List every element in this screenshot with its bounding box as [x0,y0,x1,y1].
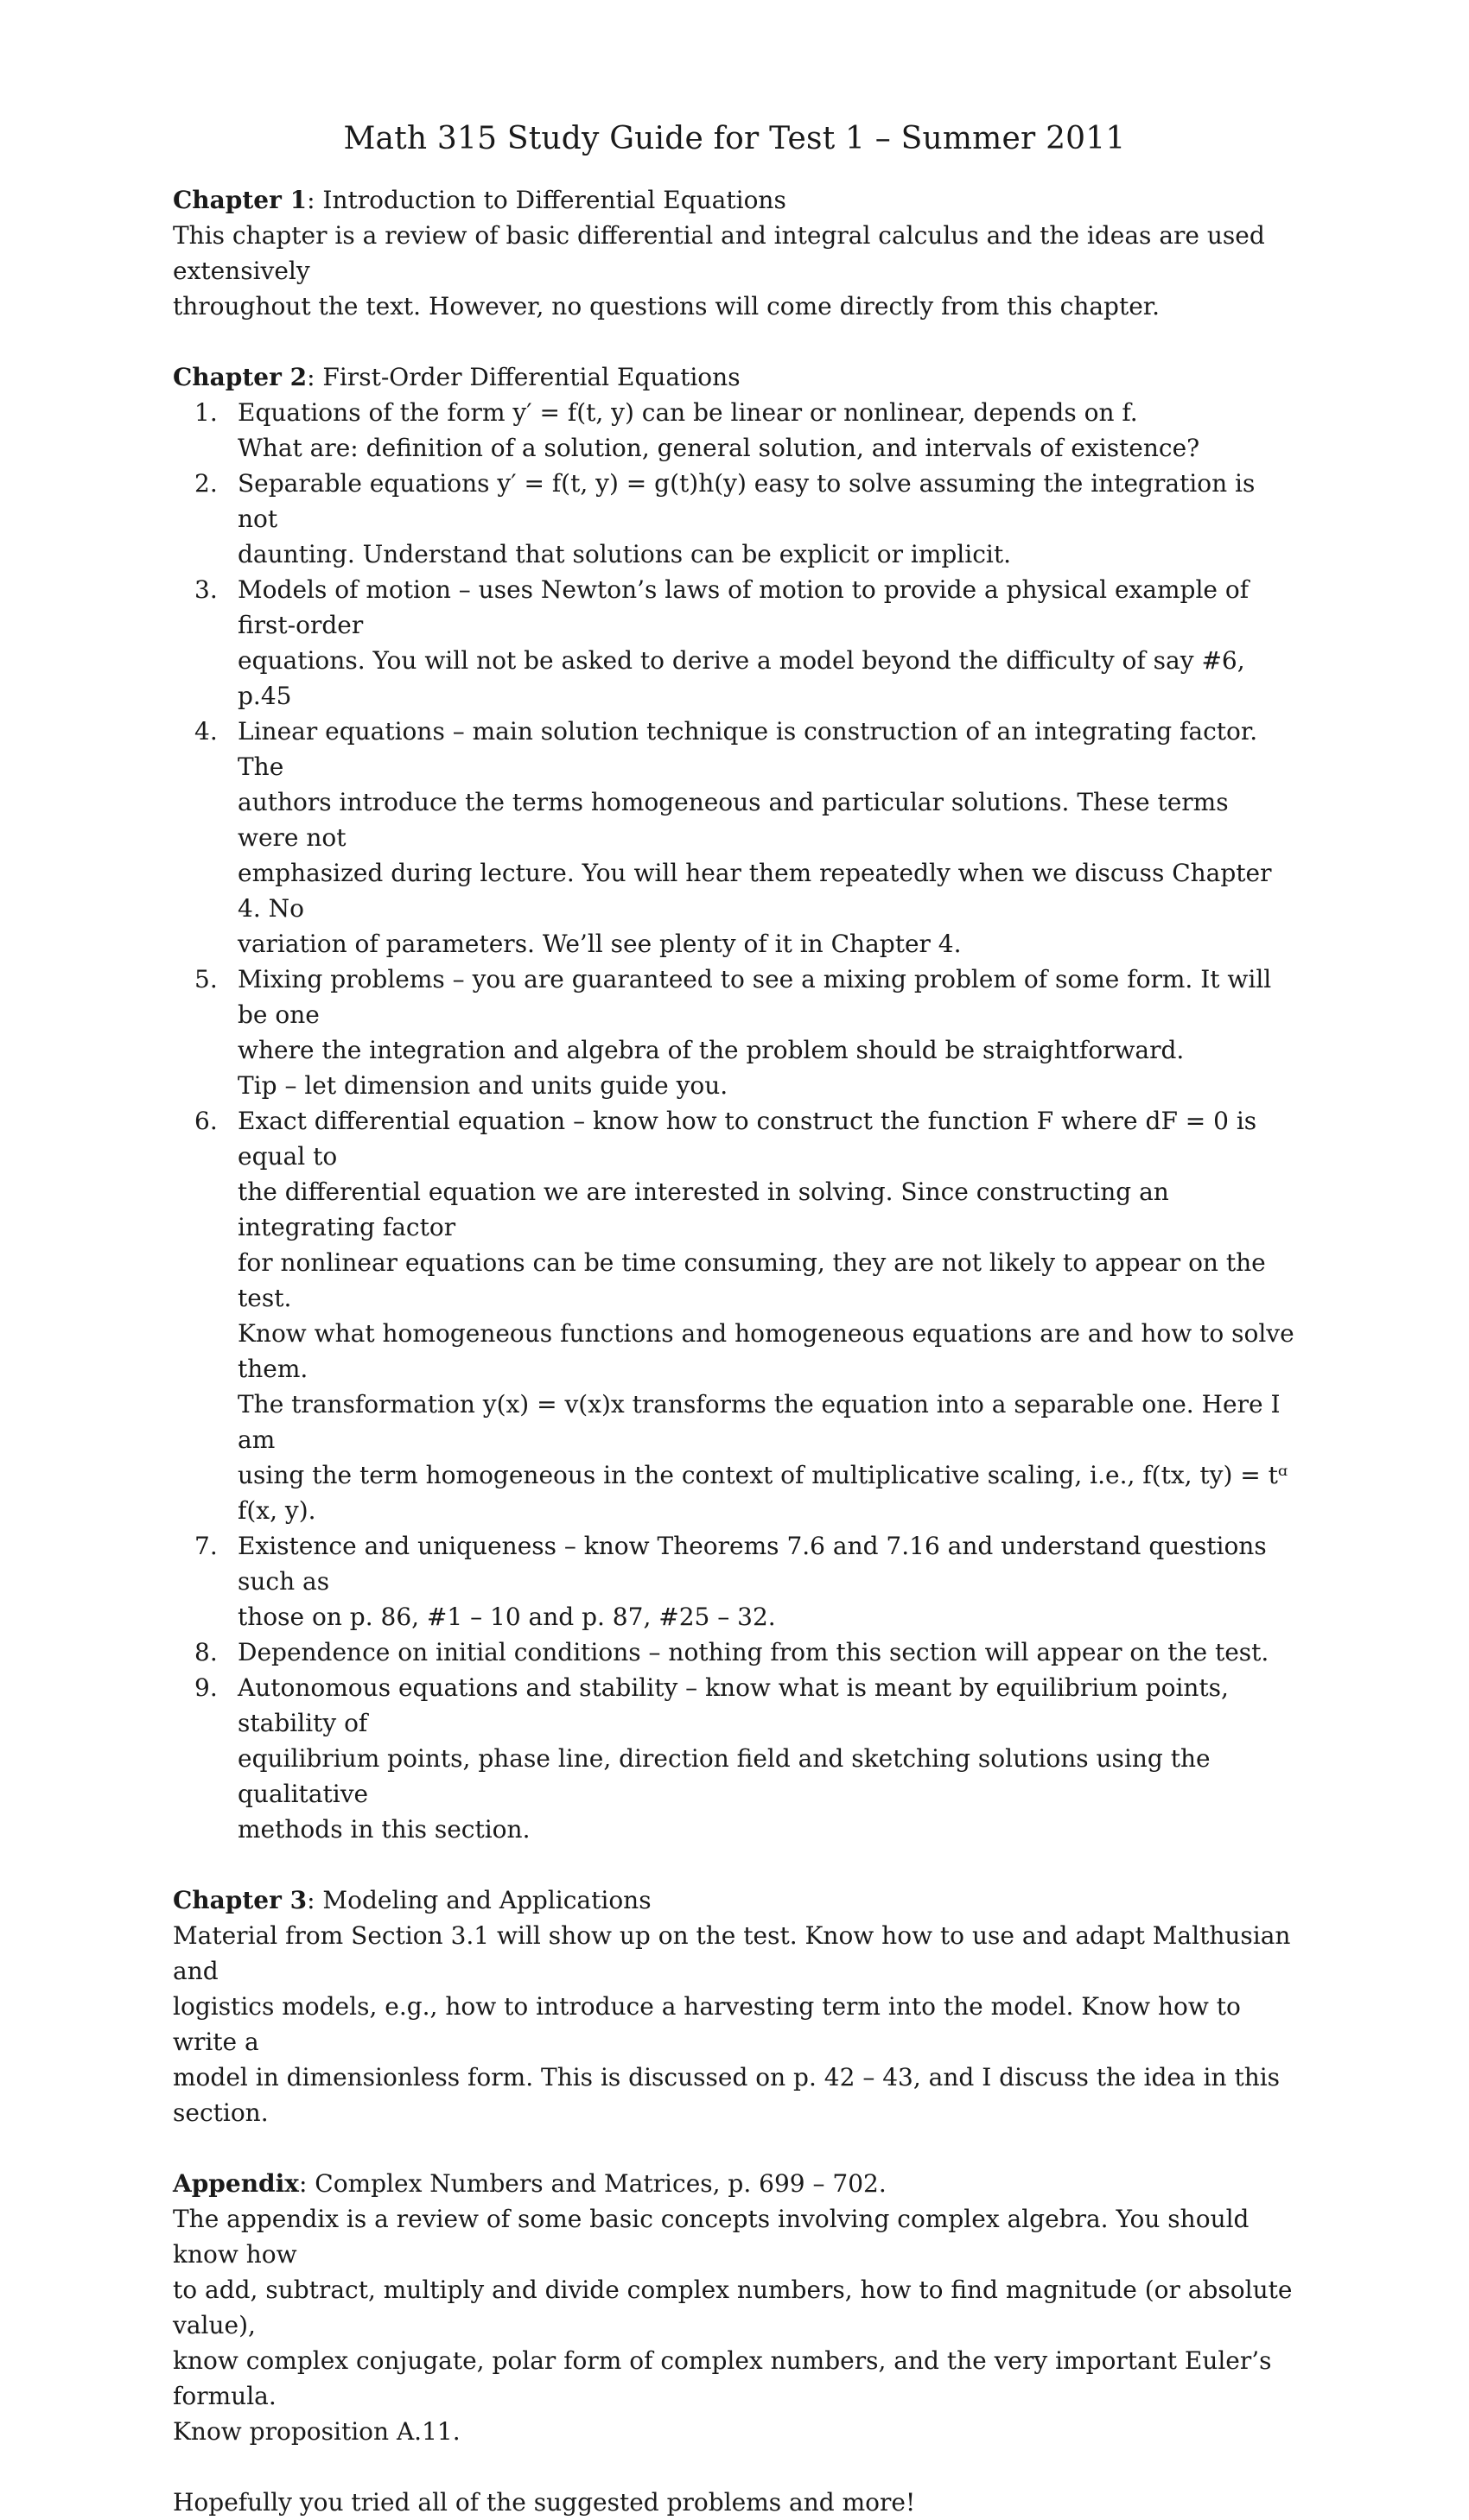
list-item-number: 2. [194,469,218,498]
chapter-2-label: Chapter 2 [173,363,308,391]
list-item [173,1528,1296,1635]
list-item [173,714,1296,962]
list-item-line: The transformation y(x) = v(x)x transforms the equation into a separable one. Here I am [238,1390,1281,1454]
list-item-line: What are: definition of a solution, general solution, and intervals of existence? [238,434,1200,462]
chapter-3-label: Chapter 3 [173,1886,308,1914]
list-item-line: the differential equation we are interested in solving. Since constructing an integrating factor [238,1177,1169,1241]
list-item-line: Linear equations – main solution technique is construction of an integrating factor. The [238,717,1258,781]
chapter-2-section [173,359,1296,1847]
appendix-label: Appendix [173,2169,299,2198]
list-item-line: authors introduce the terms homogeneous and particular solutions. These terms were not [238,788,1229,852]
list-item-line: equilibrium points, phase line, direction field and sketching solutions using the qualitative [238,1744,1211,1808]
list-item [173,572,1296,714]
chapter-2-title: : First-Order Differential Equations [307,363,741,391]
list-item-line: those on p. 86, #1 – 10 and p. 87, #25 – 32. [238,1603,776,1631]
appendix-title: : Complex Numbers and Matrices, p. 699 – 702. [298,2169,887,2198]
list-item-line: Know what homogeneous functions and homogeneous equations are and how to solve them. [238,1319,1294,1383]
list-item-line: Existence and uniqueness – know Theorems 7.6 and 7.16 and understand questions such as [238,1532,1267,1596]
chapter-2-list [173,395,1296,1847]
chapter-3-line: model in dimensionless form. This is discussed on p. 42 – 43, and I discuss the idea in this section. [173,2063,1281,2127]
list-item-line: methods in this section. [238,1815,531,1844]
chapter-3-line: logistics models, e.g., how to introduce a harvesting term into the model. Know how to write a [173,1992,1241,2056]
chapter-3-title: : Modeling and Applications [307,1886,652,1914]
chapter-1-line: This chapter is a review of basic differential and integral calculus and the ideas are used extensively [173,221,1265,285]
chapter-1-line: throughout the text. However, no questions will come directly from this chapter. [173,292,1161,321]
list-item-line: Models of motion – uses Newton’s laws of motion to provide a physical example of first-order [238,575,1250,639]
chapter-1-heading [173,182,1296,218]
list-item-line: variation of parameters. We’ll see plenty of it in Chapter 4. [238,930,962,958]
list-item-line: Exact differential equation – know how to construct the function F where dF = 0 is equal to [238,1107,1257,1171]
list-item [173,1635,1296,1670]
list-item-number: 5. [194,965,218,993]
list-item [173,1103,1296,1528]
list-item-number: 6. [194,1107,218,1135]
list-item-line: Separable equations y′ = f(t, y) = g(t)h(y) easy to solve assuming the integration is not [238,469,1256,533]
list-item [173,466,1296,572]
list-item [173,962,1296,1103]
list-item-line: Autonomous equations and stability – know what is meant by equilibrium points, stability of [238,1673,1229,1737]
list-item-line: emphasized during lecture. You will hear them repeatedly when we discuss Chapter 4. No [238,859,1272,923]
chapter-1-label: Chapter 1 [173,186,308,214]
list-item [173,1670,1296,1847]
list-item-line: for nonlinear equations can be time consuming, they are not likely to appear on the test. [238,1248,1266,1312]
list-item-line: daunting. Understand that solutions can be explicit or implicit. [238,540,1012,568]
appendix-heading [173,2166,1296,2201]
appendix-line: to add, subtract, multiply and divide complex numbers, how to find magnitude (or absolute value), [173,2276,1293,2339]
list-item-number: 3. [194,575,218,604]
list-item-number: 4. [194,717,218,746]
list-item-line: equations. You will not be asked to derive a model beyond the difficulty of say #6, p.45 [238,646,1245,710]
chapter-1-title: : Introduction to Differential Equations [307,186,786,214]
list-item-number: 7. [194,1532,218,1560]
list-item-line: using the term homogeneous in the context of multiplicative scaling, i.e., f(tx, ty) = tᵅ f(x, y). [238,1461,1288,1525]
list-item-line: Equations of the form y′ = f(t, y) can be linear or nonlinear, depends on f. [238,398,1138,427]
chapter-2-heading [173,359,1296,395]
appendix-section [173,2166,1296,2449]
chapter-1-section [173,182,1296,324]
appendix-line: Know proposition A.11. [173,2417,461,2446]
list-item-line: Tip – let dimension and units guide you. [238,1071,728,1100]
page-title: Math 315 Study Guide for Test 1 – Summer 2011 [343,121,1126,156]
list-item-line: where the integration and algebra of the problem should be straightforward. [238,1036,1185,1064]
closing-section [173,2485,1296,2520]
appendix-line: know complex conjugate, polar form of complex numbers, and the very important Euler’s formula. [173,2346,1272,2410]
list-item-line: Mixing problems – you are guaranteed to see a mixing problem of some form. It will be one [238,965,1272,1029]
appendix-line: The appendix is a review of some basic concepts involving complex algebra. You should know how [173,2205,1250,2269]
list-item-line: Dependence on initial conditions – nothing from this section will appear on the test. [238,1638,1269,1666]
list-item [173,395,1296,466]
chapter-3-line: Material from Section 3.1 will show up on the test. Know how to use and adapt Malthusian and [173,1921,1291,1985]
list-item-number: 9. [194,1673,218,1702]
closing-line: Hopefully you tried all of the suggested problems and more! [173,2488,916,2517]
list-item-number: 8. [194,1638,218,1666]
chapter-3-section [173,1882,1296,2130]
list-item-number: 1. [194,398,218,427]
